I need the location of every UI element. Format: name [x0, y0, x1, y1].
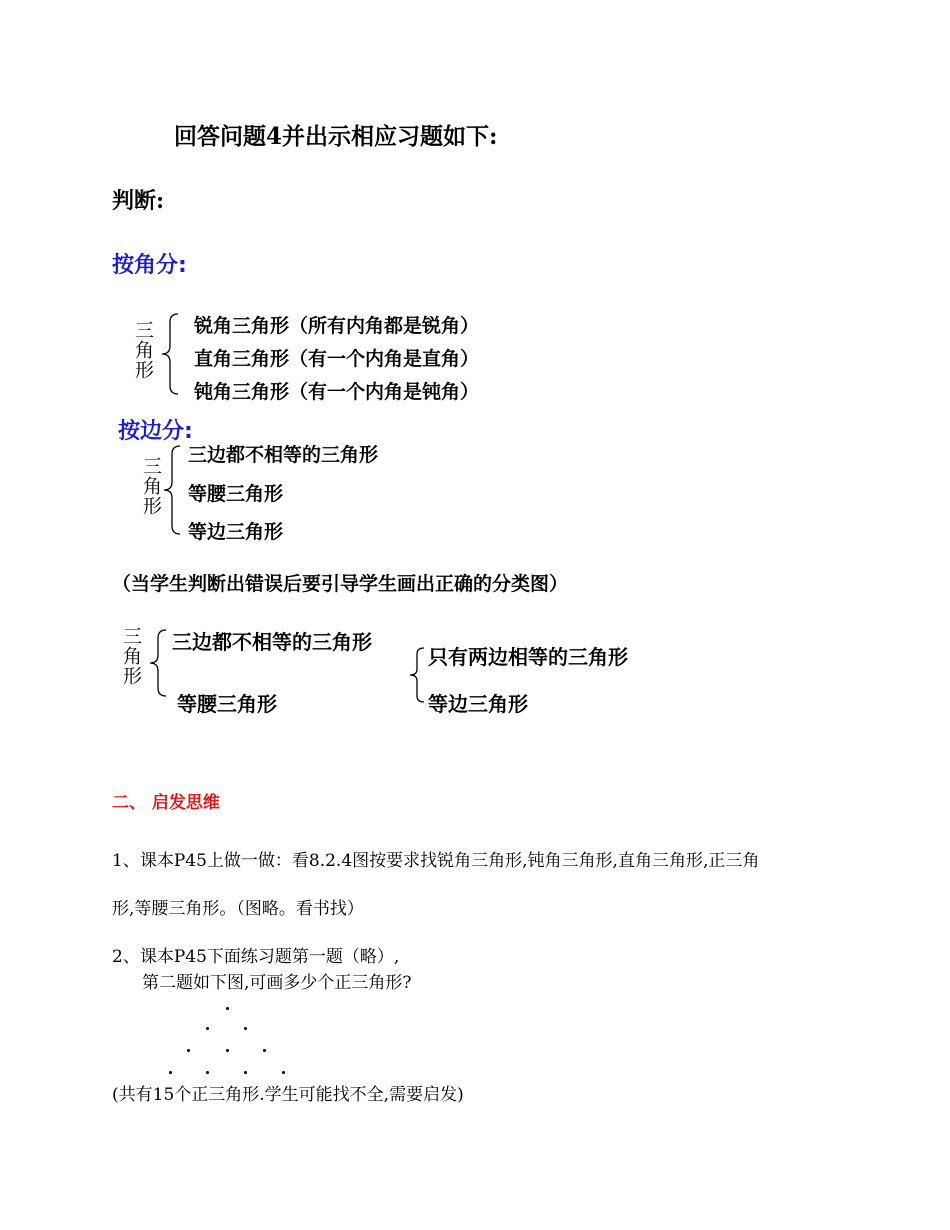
exercise2-line1: 2、课本P45下面练习题第一题（略）, [112, 947, 400, 967]
correct-level1-item-2: 等腰三角形 [177, 692, 277, 716]
by-side-item-3: 等边三角形 [188, 521, 284, 543]
section2-title: 二、 启发思维 [112, 793, 220, 813]
correct-level1-item-1: 三边都不相等的三角形 [172, 630, 372, 654]
correct-level2-item-2: 等边三角形 [428, 692, 528, 716]
by-side-item-2: 等腰三角形 [188, 483, 284, 505]
correct-brace-2 [408, 646, 428, 704]
grid-dot [206, 1027, 209, 1030]
grid-dot [244, 1027, 247, 1030]
correct-root: 三角形 [120, 626, 142, 686]
exercise1-line2: 形,等腰三角形。（图略。看书找） [112, 899, 364, 919]
heading: 回答问题4并出示相应习题如下: [174, 123, 498, 150]
by-angle-root: 三角形 [132, 320, 154, 380]
by-side-brace [162, 444, 184, 536]
grid-dot [206, 1071, 209, 1074]
grid-dot [244, 1071, 247, 1074]
by-angle-brace [158, 312, 184, 396]
correct-level2-item-1: 只有两边相等的三角形 [428, 645, 628, 669]
by-angle-item-1: 锐角三角形（所有内角都是锐角） [194, 315, 480, 337]
judge-label: 判断: [112, 188, 165, 214]
exercise1-line1: 1、课本P45上做一做：看8.2.4图按要求找锐角三角形,钝角三角形,直角三角形,正三角 [112, 851, 760, 871]
by-angle-label: 按角分: [112, 253, 187, 278]
by-side-item-1: 三边都不相等的三角形 [188, 444, 379, 466]
by-angle-item-3: 钝角三角形（有一个内角是钝角） [194, 381, 480, 403]
by-angle-item-2: 直角三角形（有一个内角是直角） [194, 348, 480, 370]
note: （当学生判断出错误后要引导学生画出正确的分类图） [112, 573, 569, 595]
correct-brace-1 [146, 628, 170, 698]
by-side-label: 按边分: [118, 419, 193, 444]
by-side-root: 三角形 [140, 456, 162, 516]
grid-dot [226, 1007, 229, 1010]
grid-dot [169, 1071, 172, 1074]
grid-dot [263, 1049, 266, 1052]
grid-dot [226, 1049, 229, 1052]
grid-dot [282, 1071, 285, 1074]
answer-note: (共有15个正三角形.学生可能找不全,需要启发) [112, 1085, 464, 1105]
exercise2-line2: 第二题如下图,可画多少个正三角形? [142, 973, 412, 993]
grid-dot [187, 1049, 190, 1052]
